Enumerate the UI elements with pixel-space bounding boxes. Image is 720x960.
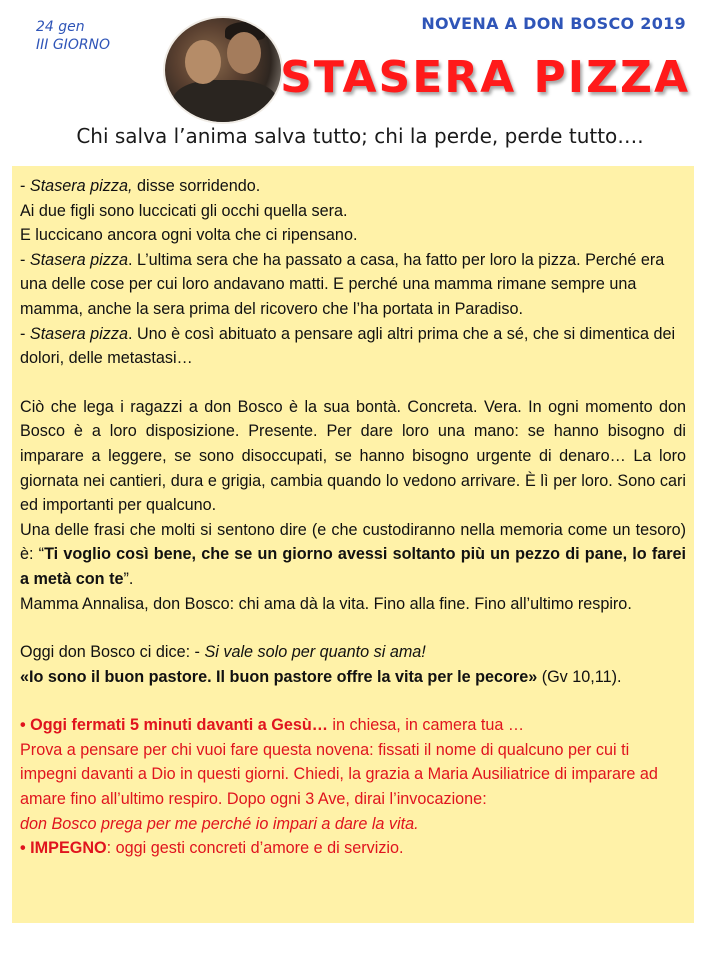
italic-phrase: Si vale solo per quanto si ama! [204,643,426,662]
paragraph-4 [20,248,686,322]
dash: - [20,177,30,195]
novena-heading: NOVENA A DON BOSCO 2019 [421,14,686,33]
bold-quote: «Io sono il buon pastore. Il buon pastore offre la vita per le pecore» [20,667,538,686]
spacer [20,371,686,395]
invocation: don Bosco prega per me perché io impari a dare la vita. [20,814,419,833]
paragraph-8: Mamma Annalisa, don Bosco: chi ama dà la vita. Fino alla fine. Fino all’ultimo respiro. [20,594,632,613]
paragraph-10 [20,665,686,690]
paragraph-text: in chiesa, in camera tua … [327,716,525,735]
paragraph-text: . L’ultima sera che ha passato a casa, ha fatto per loro la pizza. Perché era una delle cose per cui loro andavano matti. E perché una mamma rimane sempre una mamma, anche la sera prima del ricovero che l’ha portata in Paradiso. [20,250,665,318]
bold-instruction: • Oggi fermati 5 minuti davanti a Gesù… [20,716,328,735]
dash: - [20,324,30,343]
italic-phrase: Stasera pizza, [29,177,133,195]
date-text: 24 gen [36,19,85,35]
italic-phrase: Stasera pizza [29,324,128,343]
spacer [20,616,686,640]
citation: (Gv 10,11). [537,667,622,686]
paragraph-text: ”. [123,569,134,588]
commitment-label: • IMPEGNO [20,839,107,858]
page-title: STASERA PIZZA [280,52,690,103]
paragraph-9 [20,640,686,665]
italic-phrase: Stasera pizza [29,250,128,269]
commitment-text: : oggi gesti concreti d’amore e di servizio. [106,839,404,858]
paragraph-2: Ai due figli sono luccicati gli occhi quella sera. [20,201,348,220]
paragraph-14 [20,836,686,861]
date-label [36,18,110,54]
paragraph-12: Prova a pensare per chi vuoi fare questa novena: fissati il nome di qualcuno per cui ti impegni davanti a Dio in questi giorni. Chiedi, la grazia a Maria Ausiliatrice di imparare ad amare fino all’ultimo respiro. Dopo ogni 3 Ave, dirai l’invocazione: [20,740,658,809]
paragraph-11 [20,713,686,738]
paragraph-text: . Uno è così abituato a pensare agli altri prima che a sé, che si dimentica dei dolori, delle metastasi… [20,324,676,368]
paragraph-text: disse sorridendo. [132,177,261,195]
paragraph-text: Oggi don Bosco ci dice: - [20,643,205,662]
paragraph-7 [20,518,686,592]
paragraph-5 [20,322,686,371]
spacer [20,689,686,713]
bold-quote: Ti voglio così bene, che se un giorno avessi soltanto più un pezzo di pane, lo farei a metà con te [20,545,687,588]
day-text: III GIORNO [36,37,111,53]
dash: - [20,250,30,269]
paragraph-1 [20,174,686,199]
subtitle-quote: Chi salva l’anima salva tutto; chi la perde, perde tutto…. [76,124,644,148]
text-box [12,166,694,923]
paragraph-6: Ciò che lega i ragazzi a don Bosco è la sua bontà. Concreta. Vera. In ogni momento don Bosco è a loro disposizione. Presente. Per dare loro una mano: se hanno bisogno di imparare a leggere, se sono disoccupati, se hanno bisogno urgente di denaro… La loro giornata nei cantieri, dura e grigia, cambia quando lo vedono arrivare. È lì per loro. Sono cari ed importanti per qualcuno. [20,397,686,515]
paragraph-text: Una delle frasi che molti si sentono dire (e che custodiranno nella memoria come un tesoro) è: “ [20,520,686,564]
paragraph-3: E luccicano ancora ogni volta che ci ripensano. [20,226,358,245]
paragraph-13 [20,812,686,837]
don-bosco-photo [163,16,283,124]
